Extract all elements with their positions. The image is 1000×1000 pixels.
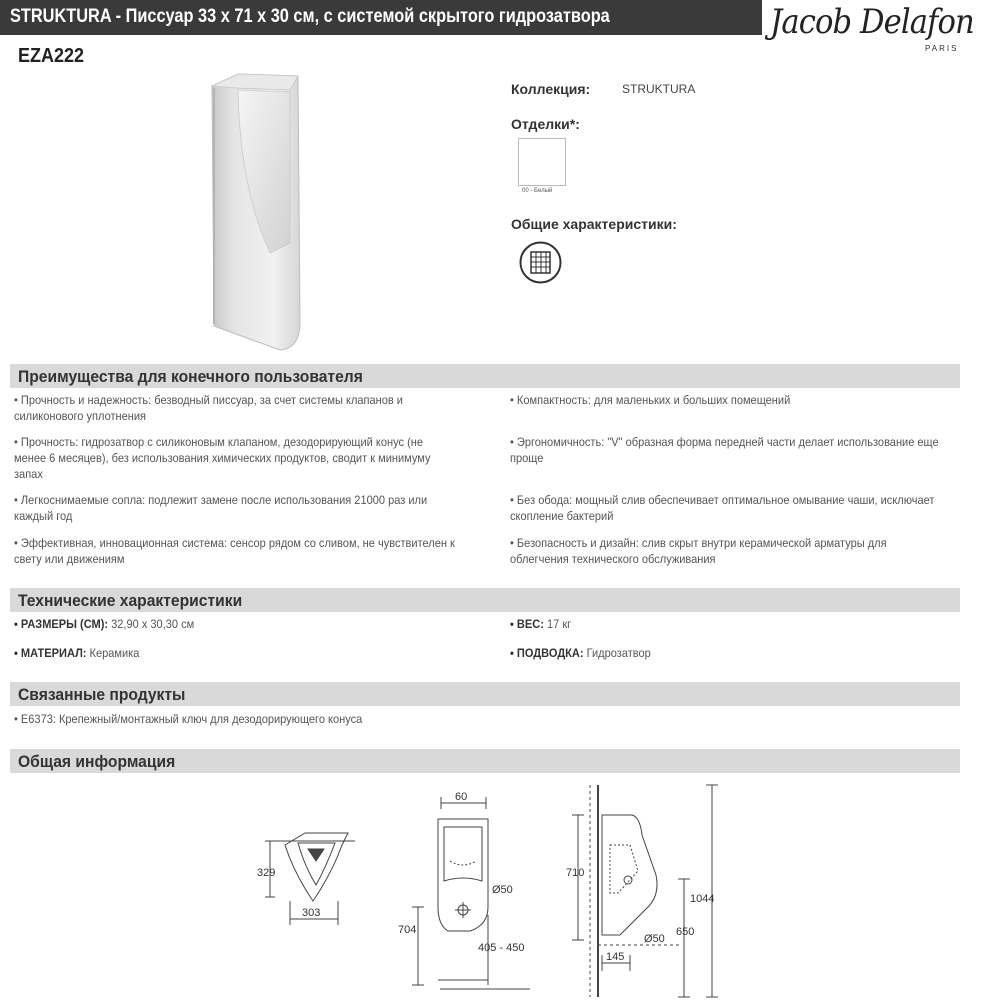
dim-front-height: 704 [398, 924, 417, 936]
benefit-left-2: • Прочность: гидрозатвор с силиконовым клапаном, дезодорирующий конус (не менее 6 месяцев), без использования химических продуктов, сводит к минимуму запах [14, 435, 431, 481]
finishes-label: Отделки*: [511, 116, 580, 132]
dim-side-lower: 650 [676, 926, 695, 938]
dim-top-depth: 329 [257, 867, 276, 879]
tech-weight [510, 616, 571, 632]
benefit-right-3: • Без обода: мощный слив обеспечивает оптимальное омывание чаши, исключает скопление бактерий [510, 493, 935, 523]
benefit-left-1: • Прочность и надежность: безводный писсуар, за счет системы клапанов и силиконового уплотнения [14, 393, 403, 423]
benefit-right-4: • Безопасность и дизайн: слив скрыт внутри керамической арматуры для облегчения технического обслуживания [510, 536, 887, 566]
dim-side-drain: Ø50 [644, 933, 665, 945]
dim-top-width: 303 [302, 907, 321, 919]
collection-label: Коллекция: [511, 81, 591, 97]
side-view [572, 785, 718, 997]
tech-size [14, 616, 194, 632]
tech-weight-value: 17 кг [543, 617, 572, 631]
product-image [200, 68, 310, 358]
finish-caption: 00 - Белый [522, 188, 553, 194]
benefit-right-2: • Эргономичность: "V" образная форма передней части делает использование еще проще [510, 435, 939, 465]
tech-supply [510, 645, 651, 661]
tech-material-label: • МАТЕРИАЛ: [14, 646, 87, 660]
tech-weight-label: • ВЕС: [510, 617, 544, 631]
waterless-icon [518, 240, 563, 285]
dim-side-offset: 145 [606, 951, 625, 963]
tech-supply-label: • ПОДВОДКА: [510, 646, 584, 660]
benefits-title: Преимущества для конечного пользователя [18, 367, 363, 386]
tech-supply-value: Гидрозатвор [583, 646, 651, 660]
dim-front-drain: Ø50 [492, 884, 513, 896]
dim-front-range: 405 - 450 [478, 942, 525, 954]
dim-side-total: 1044 [690, 893, 715, 905]
technical-drawing [0, 775, 1000, 1000]
related-title: Связанные продукты [18, 685, 186, 704]
brand-logo: Jacob Delafon [770, 2, 974, 42]
tech-material [14, 645, 139, 661]
finish-swatch-white[interactable] [518, 138, 566, 186]
product-code: EZA222 [18, 45, 85, 67]
general-characteristics-label: Общие характеристики: [511, 216, 677, 232]
tech-title: Технические характеристики [18, 591, 243, 610]
benefit-right-1: • Компактность: для маленьких и больших помещений [510, 393, 791, 407]
tech-material-value: Керамика [86, 646, 140, 660]
benefit-left-3: • Легкоснимаемые сопла: подлежит замене после использования 21000 раз или каждый год [14, 493, 428, 523]
brand-city: PARIS [925, 44, 959, 53]
product-title: STRUKTURA - Писсуар 33 x 71 x 30 см, с системой скрытого гидрозатвора [10, 6, 610, 27]
tech-size-label: • РАЗМЕРЫ (СМ): [14, 617, 109, 631]
dim-side-height: 710 [566, 867, 585, 879]
benefit-left-4: • Эффективная, инновационная система: сенсор рядом со сливом, не чувствителен к свету или движениям [14, 536, 455, 566]
related-item[interactable]: • E6373: Крепежный/монтажный ключ для дезодорирующего конуса [14, 712, 363, 726]
collection-value: STRUKTURA [622, 82, 696, 96]
dim-front-top: 60 [455, 791, 468, 803]
general-title: Общая информация [18, 752, 176, 771]
tech-size-value: 32,90 x 30,30 см [108, 617, 195, 631]
